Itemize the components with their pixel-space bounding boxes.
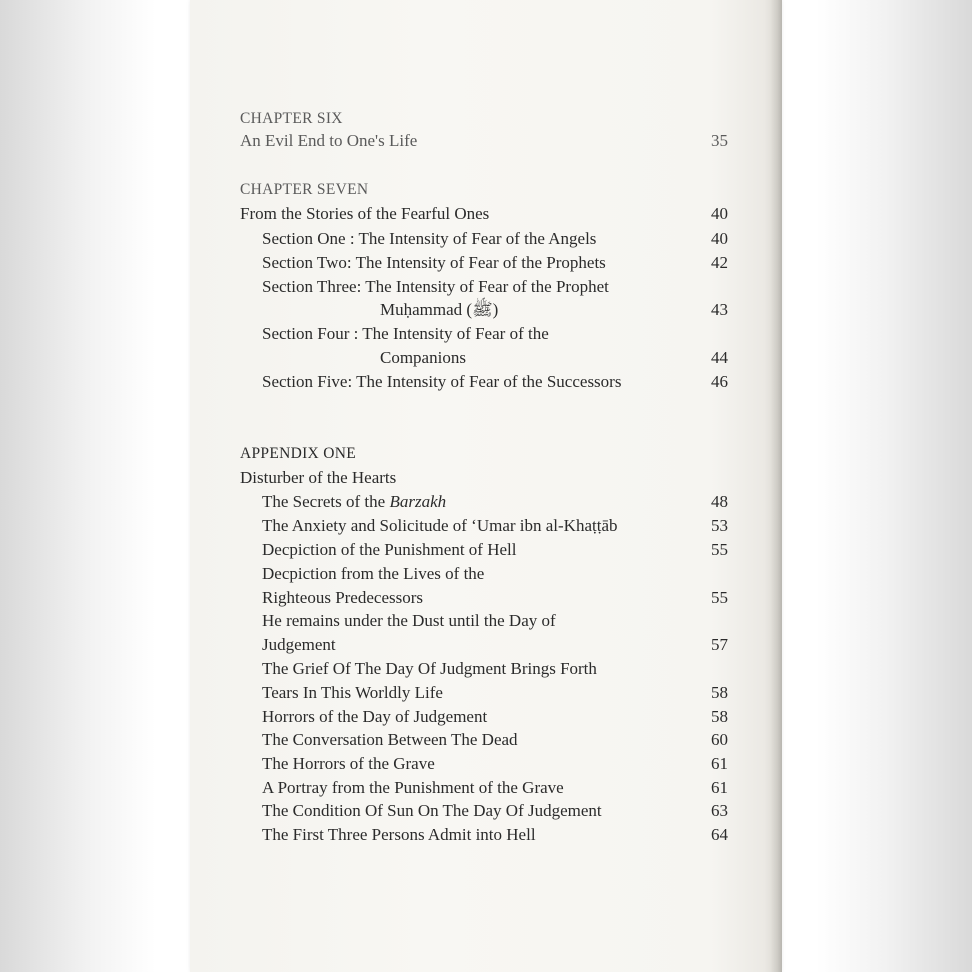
chapter-seven-heading xyxy=(240,178,730,202)
toc-entry-label-continued: Tears In This Worldly Life xyxy=(262,683,443,702)
toc-entry-label: The Conversation Between The Dead xyxy=(262,730,518,749)
page-number: 55 xyxy=(711,588,728,607)
chapter-heading-label: CHAPTER SEVEN xyxy=(240,181,369,198)
toc-entry-label-italic: Barzakh xyxy=(389,492,447,511)
page-gutter-shadow xyxy=(770,0,782,972)
toc-entry-conversation-of-dead[interactable] xyxy=(240,728,730,752)
toc-entry-label: Decpiction of the Punishment of Hell xyxy=(262,540,517,559)
toc-entry-label xyxy=(262,490,446,514)
toc-entry-section-five[interactable] xyxy=(240,370,730,394)
toc-entry-label: He remains under the Dust until the Day of xyxy=(262,611,556,630)
page-number: 40 xyxy=(711,229,728,248)
toc-entry-label: The Grief Of The Day Of Judgment Brings Forth xyxy=(262,659,597,678)
toc-entry-portray-of-grave[interactable] xyxy=(240,776,730,800)
toc-entry-label: A Portray from the Punishment of the Grave xyxy=(262,778,564,797)
toc-entry-label: The First Three Persons Admit into Hell xyxy=(262,825,536,844)
toc-entry-section-two[interactable] xyxy=(240,251,730,275)
chapter-six-heading xyxy=(240,107,730,131)
toc-entry-label-continued: Righteous Predecessors xyxy=(262,588,424,607)
chapter-seven-title-row[interactable] xyxy=(240,202,730,226)
toc-entry-grief-of-judgment-cont[interactable] xyxy=(240,681,730,705)
page-number: 63 xyxy=(711,801,728,820)
toc-entry-label-continued: Muḥammad (ﷺ) xyxy=(380,300,499,319)
toc-entry-lives-of-righteous[interactable] xyxy=(240,562,730,586)
toc-entry-condition-of-sun[interactable] xyxy=(240,799,730,823)
toc-entry-under-the-dust-cont[interactable] xyxy=(240,633,730,657)
toc-entry-section-three[interactable] xyxy=(240,275,730,299)
page-number: 35 xyxy=(711,131,728,150)
toc-entry-section-three-cont[interactable] xyxy=(240,298,730,322)
chapter-heading-label: CHAPTER SIX xyxy=(240,110,343,127)
toc-entry-grief-of-judgment[interactable] xyxy=(240,657,730,681)
toc-entry-label: The Horrors of the Grave xyxy=(262,754,435,773)
page-number: 60 xyxy=(711,730,728,749)
toc-entry-label: Section One : The Intensity of Fear of the Angels xyxy=(262,229,597,248)
toc-entry-horrors-of-judgement[interactable] xyxy=(240,705,730,729)
toc-entry-label: Section Three: The Intensity of Fear of the Prophet xyxy=(262,277,609,296)
page-number: 58 xyxy=(711,683,728,702)
page-number: 46 xyxy=(711,372,728,391)
toc-entry-label: Horrors of the Day of Judgement xyxy=(262,707,488,726)
toc-entry-horrors-of-grave[interactable] xyxy=(240,752,730,776)
page-number: 64 xyxy=(711,825,728,844)
toc-entry-label: Section Five: The Intensity of Fear of the Successors xyxy=(262,372,622,391)
page-number: 61 xyxy=(711,754,728,773)
page-number: 48 xyxy=(711,492,728,511)
chapter-title: An Evil End to One's Life xyxy=(240,131,418,150)
page-number: 57 xyxy=(711,635,728,654)
toc-entry-label: The Anxiety and Solicitude of ‘Umar ibn al-Khaṭṭāb xyxy=(262,516,618,535)
page-number: 58 xyxy=(711,707,728,726)
toc-entry-punishment-of-hell[interactable] xyxy=(240,538,730,562)
appendix-heading-label: APPENDIX ONE xyxy=(240,445,356,462)
appendix-one-title-row[interactable] xyxy=(240,466,730,490)
toc-entry-section-four-cont[interactable] xyxy=(240,346,730,370)
toc-entry-section-four[interactable] xyxy=(240,322,730,346)
toc-entry-label-prefix: The Secrets of the xyxy=(262,492,390,511)
page-number: 53 xyxy=(711,516,728,535)
page-number: 55 xyxy=(711,540,728,559)
toc-entry-label: Section Two: The Intensity of Fear of the Prophets xyxy=(262,253,606,272)
toc-entry-section-one[interactable] xyxy=(240,227,730,251)
appendix-one-heading xyxy=(240,442,730,466)
page-number: 40 xyxy=(711,204,728,223)
page-number: 43 xyxy=(711,300,728,319)
toc-entry-label-continued: Judgement xyxy=(262,635,336,654)
page-number: 42 xyxy=(711,253,728,272)
page-number: 61 xyxy=(711,778,728,797)
chapter-six-title-row[interactable] xyxy=(240,129,730,153)
page-number: 44 xyxy=(711,348,728,367)
toc-entry-label-continued: Companions xyxy=(380,348,466,367)
toc-entry-first-three-persons[interactable] xyxy=(240,823,730,847)
chapter-title: From the Stories of the Fearful Ones xyxy=(240,204,490,223)
toc-entry-label: The Condition Of Sun On The Day Of Judgement xyxy=(262,801,602,820)
toc-entry-lives-of-righteous-cont[interactable] xyxy=(240,586,730,610)
toc-entry-anxiety-of-umar[interactable] xyxy=(240,514,730,538)
toc-entry-secrets-of-barzakh[interactable] xyxy=(240,490,730,514)
appendix-title: Disturber of the Hearts xyxy=(240,468,397,487)
toc-entry-label: Section Four : The Intensity of Fear of the xyxy=(262,324,549,343)
toc-entry-label: Decpiction from the Lives of the xyxy=(262,564,485,583)
toc-entry-under-the-dust[interactable] xyxy=(240,609,730,633)
